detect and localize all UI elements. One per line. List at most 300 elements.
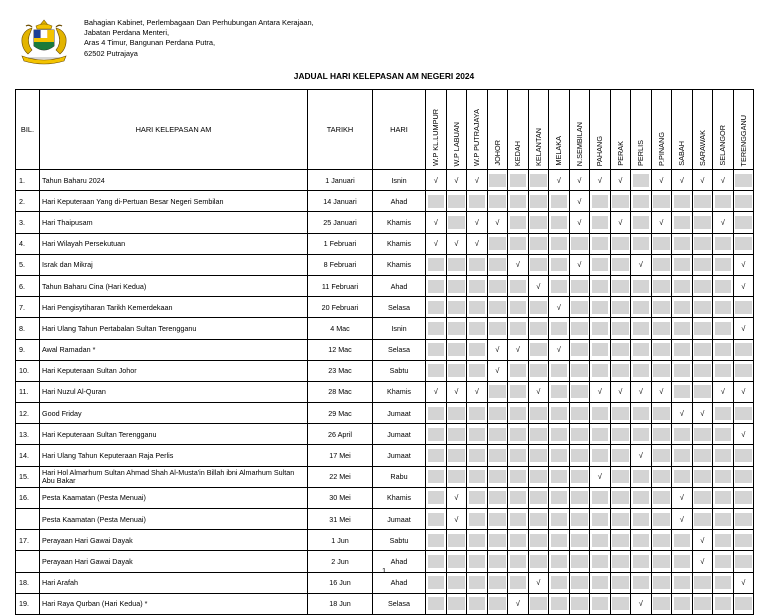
state-cell [487,530,508,551]
empty-cell [571,301,588,314]
state-cell [446,445,467,466]
state-cell [446,275,467,296]
state-cell [446,509,467,530]
empty-cell [428,258,445,271]
state-cell [508,466,529,487]
empty-cell [469,343,486,356]
empty-cell [653,322,670,335]
holiday-day: Isnin [373,318,426,339]
state-cell [487,403,508,424]
state-cell [590,212,611,233]
check-mark: √ [633,258,650,271]
row-number [16,509,40,530]
holiday-day: Selasa [373,593,426,614]
empty-cell [510,428,527,441]
state-cell [569,487,590,508]
state-cell [590,466,611,487]
empty-cell [448,301,465,314]
empty-cell [469,195,486,208]
state-cell [549,509,570,530]
empty-cell [633,237,650,250]
state-cell [672,233,693,254]
state-cell [467,487,488,508]
state-cell [467,233,488,254]
state-cell [528,530,549,551]
check-mark: √ [735,322,752,335]
holiday-day: Khamis [373,254,426,275]
check-mark: √ [694,555,711,568]
state-name: PERLIS [636,140,646,166]
state-cell [487,212,508,233]
empty-cell [448,576,465,589]
empty-cell [571,513,588,526]
state-cell [467,360,488,381]
state-cell [713,297,734,318]
column-header-state [590,90,611,170]
empty-cell [592,237,609,250]
row-number: 5. [16,254,40,275]
state-cell [631,212,652,233]
state-cell [549,339,570,360]
state-cell [651,593,672,614]
empty-cell [510,470,527,483]
empty-cell [653,470,670,483]
empty-cell [674,385,691,398]
table-row [16,381,754,402]
holiday-date: 18 Jun [308,593,373,614]
empty-cell [612,597,629,610]
state-cell [590,339,611,360]
check-mark: √ [633,597,650,610]
state-cell [651,212,672,233]
check-mark: √ [735,280,752,293]
state-cell [549,424,570,445]
state-cell [610,297,631,318]
state-cell [713,275,734,296]
empty-cell [715,237,732,250]
check-mark: √ [735,258,752,271]
empty-cell [633,280,650,293]
holiday-date: 30 Mei [308,487,373,508]
state-cell [672,275,693,296]
empty-cell [489,174,506,187]
state-cell [631,275,652,296]
state-cell [733,572,754,593]
table-row [16,509,754,530]
state-cell [487,593,508,614]
state-cell [569,572,590,593]
empty-cell [448,216,465,229]
state-cell [590,360,611,381]
empty-cell [428,343,445,356]
state-cell [692,339,713,360]
state-cell [651,339,672,360]
address-line: Aras 4 Timur, Bangunan Perdana Putra, [84,38,216,48]
state-name: SABAH [677,141,687,166]
state-cell [651,360,672,381]
empty-cell [633,322,650,335]
empty-cell [694,322,711,335]
state-cell [446,403,467,424]
empty-cell [633,470,650,483]
empty-cell [571,385,588,398]
empty-cell [469,322,486,335]
check-mark: √ [510,343,527,356]
state-cell [733,318,754,339]
empty-cell [510,237,527,250]
state-cell [528,233,549,254]
row-number: 15. [16,466,40,487]
empty-cell [653,491,670,504]
state-cell [426,381,447,402]
state-cell [569,254,590,275]
state-name: KEDAH [513,140,523,166]
empty-cell [612,195,629,208]
empty-cell [530,364,547,377]
state-cell [651,297,672,318]
empty-cell [530,491,547,504]
empty-cell [530,428,547,441]
state-cell [528,509,549,530]
empty-cell [715,576,732,589]
holiday-date: 25 Januari [308,212,373,233]
empty-cell [530,301,547,314]
state-cell [733,254,754,275]
empty-cell [510,576,527,589]
state-cell [467,424,488,445]
holiday-date: 8 Februari [308,254,373,275]
state-cell [631,509,652,530]
state-cell [672,424,693,445]
check-mark: √ [551,343,568,356]
state-cell [508,403,529,424]
state-cell [508,445,529,466]
state-cell [549,275,570,296]
empty-cell [735,216,752,229]
empty-cell [571,322,588,335]
empty-cell [489,195,506,208]
state-cell [610,339,631,360]
state-cell [672,297,693,318]
empty-cell [694,195,711,208]
check-mark: √ [592,470,609,483]
empty-cell [592,491,609,504]
empty-cell [551,534,568,547]
state-cell [610,509,631,530]
check-mark: √ [612,385,629,398]
empty-cell [510,513,527,526]
state-cell [692,381,713,402]
state-cell [672,593,693,614]
empty-cell [469,576,486,589]
check-mark: √ [633,385,650,398]
empty-cell [489,470,506,483]
state-cell [590,403,611,424]
empty-cell [592,449,609,462]
holiday-date: 20 Februari [308,297,373,318]
empty-cell [735,343,752,356]
state-cell [467,381,488,402]
empty-cell [653,364,670,377]
state-cell [569,509,590,530]
empty-cell [694,237,711,250]
state-name: SARAWAK [697,130,707,166]
empty-cell [448,364,465,377]
holiday-date: 26 April [308,424,373,445]
empty-cell [715,470,732,483]
empty-cell [551,280,568,293]
empty-cell [428,407,445,420]
state-name: W.P KL.LUMPUR [431,108,441,166]
check-mark: √ [592,174,609,187]
state-name: W.P PUTRAJAYA [472,108,482,166]
state-cell [426,170,447,191]
state-cell [467,339,488,360]
empty-cell [715,513,732,526]
state-cell [528,275,549,296]
state-cell [508,191,529,212]
state-cell [692,212,713,233]
state-cell [692,403,713,424]
empty-cell [551,597,568,610]
state-cell [692,360,713,381]
state-name: KELANTAN [533,128,543,166]
malaysia-coat-of-arms-icon [14,16,74,66]
empty-cell [530,195,547,208]
holiday-name: Hari Arafah [40,572,308,593]
empty-cell [551,195,568,208]
state-cell [446,487,467,508]
empty-cell [469,258,486,271]
empty-cell [551,385,568,398]
state-cell [467,509,488,530]
state-cell [713,593,734,614]
empty-cell [653,513,670,526]
empty-cell [551,237,568,250]
state-cell [426,424,447,445]
empty-cell [530,597,547,610]
state-cell [651,509,672,530]
state-cell [692,509,713,530]
empty-cell [633,428,650,441]
check-mark: √ [612,216,629,229]
column-header-state [631,90,652,170]
column-header-state [610,90,631,170]
state-cell [590,572,611,593]
state-cell [713,339,734,360]
empty-cell [674,449,691,462]
state-cell [733,339,754,360]
state-cell [549,170,570,191]
state-cell [569,318,590,339]
state-cell [610,275,631,296]
column-header-state [446,90,467,170]
holiday-day: Jumaat [373,445,426,466]
empty-cell [469,364,486,377]
empty-cell [571,491,588,504]
state-cell [590,487,611,508]
empty-cell [551,407,568,420]
table-row [16,424,754,445]
row-number: 12. [16,403,40,424]
state-cell [692,593,713,614]
state-cell [610,254,631,275]
table-row [16,530,754,551]
state-cell [549,530,570,551]
check-mark: √ [653,174,670,187]
state-cell [610,593,631,614]
state-cell [733,233,754,254]
state-cell [569,403,590,424]
state-cell [651,170,672,191]
state-cell [733,275,754,296]
empty-cell [612,280,629,293]
column-header-state [672,90,693,170]
empty-cell [694,216,711,229]
empty-cell [510,491,527,504]
state-cell [569,360,590,381]
row-number: 4. [16,233,40,254]
state-cell [467,403,488,424]
state-cell [508,339,529,360]
holiday-date: 2 Jun [308,551,373,572]
empty-cell [694,597,711,610]
state-cell [651,403,672,424]
state-cell [569,191,590,212]
empty-cell [653,301,670,314]
empty-cell [612,534,629,547]
state-cell [549,254,570,275]
empty-cell [715,428,732,441]
state-cell [426,318,447,339]
check-mark: √ [448,174,465,187]
state-cell [426,403,447,424]
empty-cell [571,576,588,589]
state-cell [631,530,652,551]
state-cell [672,403,693,424]
holiday-date: 1 Februari [308,233,373,254]
check-mark: √ [674,491,691,504]
empty-cell [448,407,465,420]
column-header-bil: BIL. [16,90,40,170]
state-cell [508,318,529,339]
empty-cell [489,322,506,335]
check-mark: √ [551,301,568,314]
check-mark: √ [530,280,547,293]
empty-cell [489,258,506,271]
holiday-day: Rabu [373,466,426,487]
empty-cell [653,258,670,271]
holiday-date: 1 Januari [308,170,373,191]
state-name: N.SEMBILAN [574,121,584,166]
holiday-name: Tahun Baharu Cina (Hari Kedua) [40,275,308,296]
state-cell [487,297,508,318]
empty-cell [715,449,732,462]
state-cell [426,445,447,466]
empty-cell [530,216,547,229]
empty-cell [571,597,588,610]
empty-cell [428,195,445,208]
state-cell [487,275,508,296]
holiday-name: Perayaan Hari Gawai Dayak [40,551,308,572]
state-cell [549,297,570,318]
empty-cell [448,534,465,547]
empty-cell [735,174,752,187]
state-cell [487,466,508,487]
state-cell [446,424,467,445]
state-cell [651,381,672,402]
empty-cell [571,470,588,483]
table-row [16,445,754,466]
empty-cell [715,322,732,335]
state-cell [713,360,734,381]
empty-cell [551,216,568,229]
state-cell [426,191,447,212]
holiday-name: Hari Ulang Tahun Keputeraan Raja Perlis [40,445,308,466]
state-cell [672,212,693,233]
empty-cell [674,534,691,547]
empty-cell [694,258,711,271]
holiday-day: Jumaat [373,509,426,530]
state-cell [446,381,467,402]
empty-cell [674,364,691,377]
empty-cell [694,364,711,377]
empty-cell [694,301,711,314]
holiday-day: Khamis [373,233,426,254]
state-cell [631,445,652,466]
empty-cell [571,343,588,356]
holiday-name: Hari Keputeraan Yang di-Pertuan Besar Negeri Sembilan [40,191,308,212]
empty-cell [715,534,732,547]
check-mark: √ [674,513,691,526]
holiday-table [15,89,754,615]
state-name: JOHOR [492,140,502,166]
column-header-state [733,90,754,170]
empty-cell [674,343,691,356]
empty-cell [735,513,752,526]
empty-cell [428,576,445,589]
state-cell [590,170,611,191]
state-cell [487,381,508,402]
empty-cell [448,449,465,462]
empty-cell [469,449,486,462]
empty-cell [735,491,752,504]
row-number: 19. [16,593,40,614]
empty-cell [530,322,547,335]
empty-cell [489,513,506,526]
state-cell [590,318,611,339]
state-cell [467,530,488,551]
state-cell [610,466,631,487]
state-cell [487,318,508,339]
state-name: SELANGOR [718,125,728,166]
holiday-day: Ahad [373,275,426,296]
empty-cell [530,449,547,462]
empty-cell [469,597,486,610]
holiday-name: Hari Keputeraan Sultan Terengganu [40,424,308,445]
state-cell [426,530,447,551]
state-cell [569,339,590,360]
row-number: 9. [16,339,40,360]
empty-cell [592,428,609,441]
state-cell [713,403,734,424]
column-header-state [569,90,590,170]
state-cell [487,191,508,212]
column-header-state [651,90,672,170]
state-cell [467,170,488,191]
holiday-date: 11 Februari [308,275,373,296]
empty-cell [653,343,670,356]
